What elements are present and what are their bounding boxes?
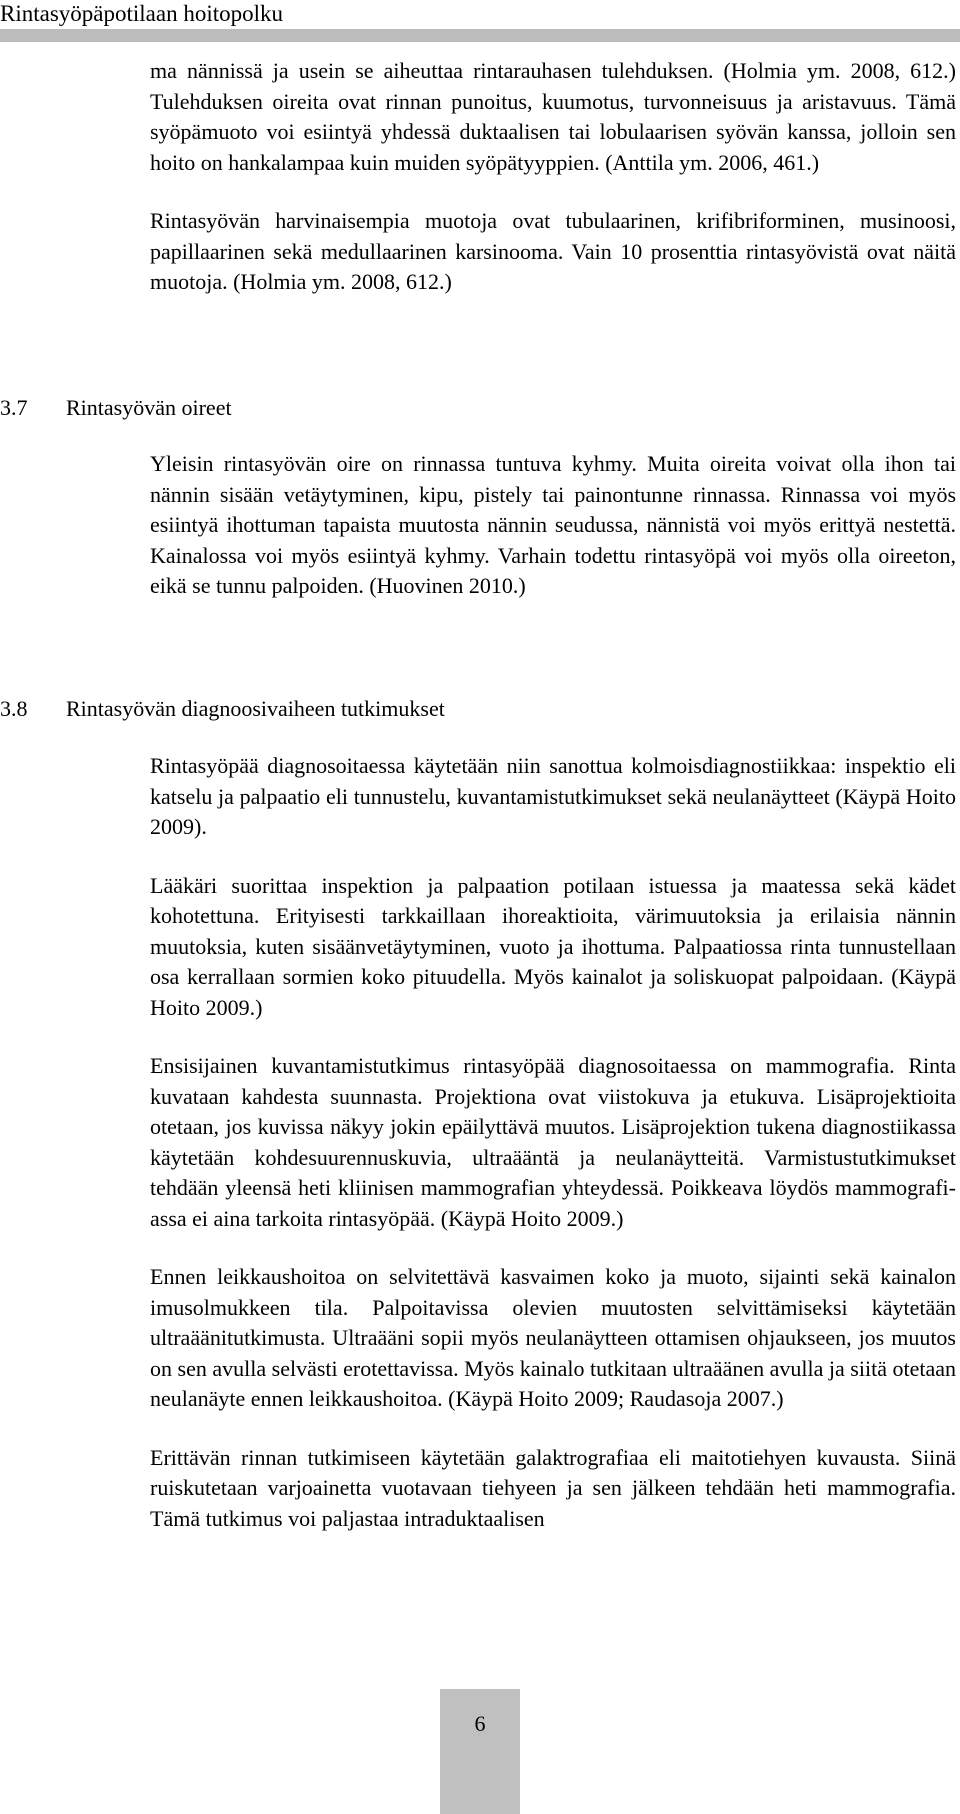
paragraph: Rintasyövän harvinaisempia muotoja ovat tubulaarinen, krifibriforminen, musinoosi, papillaarinen sekä medullaarinen karsinooma. Vain 10 prosenttia rintasyövistä ovat näitä muotoja. (Holmia ym. 2008, 612.) xyxy=(150,208,956,294)
paragraph: Rintasyöpää diagnosoitaessa käytetään niin sanottua kolmoisdiagnostiikkaa: inspektio eli katselu ja palpaatio eli tunnustelu, kuvantamistutkimukset sekä neulanäytteet (Käypä Hoito 2009). xyxy=(150,753,956,839)
paragraph: Ennen leikkaushoitoa on selvitettävä kasvaimen koko ja muoto, sijainti sekä kainalon imusolmukkeen tila. Palpoitavissa olevien muutosten selvittämiseksi käytetään ultraäänitutkimusta. Ultraääni sopii myös neulanäytteen ottamisen ohjaukseen, jos muutos on sen avulla selvästi erotettavissa. Myös kainalo tutkitaan ultraäänen avulla ja siitä otetaan neulanäyte ennen leikkaushoitoa. (Käypä Hoito 2009; Raudasoja 2007.) xyxy=(150,1264,956,1411)
header-rule xyxy=(0,29,960,42)
body-text-section-3-8 xyxy=(150,751,956,1534)
section-heading-3-8 xyxy=(0,694,445,724)
page-number: 6 xyxy=(474,1711,486,1736)
paragraph: Erittävän rinnan tutkimiseen käytetään galaktrografiaa eli maitotiehyen kuvausta. Siinä ruiskutetaan varjoainetta vuotavaan tiehyeen ja sen jälkeen tehdään heti mammografia. Tämä tutkimus voi paljastaa intraduktaalisen xyxy=(150,1444,956,1531)
paragraph: Ensisijainen kuvantamistutkimus rintasyöpää diagnosoitaessa on mammografia. Rinta kuvataan kahdesta suunnasta. Projektiona ovat viistokuva ja etukuva. Lisäprojektioita otetaan, jos kuvissa näkyy jokin epäilyttävä muutos. Lisäprojektion tukena diagnostiikassa käytetään kohdesuurennuskuvia, ultraääntä ja neulanäytteitä. Varmistustutkimukset tehdään yleensä heti kliinisen mammografian yhteydessä. Poikkeava löydös mammografiassa ei aina tarkoita rintasyöpää. (Käypä Hoito 2009.) xyxy=(150,1053,956,1231)
section-number: 3.7 xyxy=(0,395,28,420)
page-number-box xyxy=(440,1689,520,1814)
paragraph: ma nännissä ja usein se aiheuttaa rintarauhasen tulehduksen. (Holmia ym. 2008, 612.) Tulehduksen oireita ovat rinnan punoitus, kuumotus, turvonneisuus ja aristavuus. Tämä syöpämuoto voi esiintyä yhdessä duktaalisen tai lobulaarisen syövän kanssa, jolloin sen hoito on hankalampaa kuin muiden syöpätyyppien. (Anttila ym. 2006, 461.) xyxy=(150,58,956,175)
section-heading-3-7 xyxy=(0,393,232,423)
section-title: Rintasyövän oireet xyxy=(66,395,232,420)
running-header-title: Rintasyöpäpotilaan hoitopolku xyxy=(0,1,283,26)
section-number: 3.8 xyxy=(0,696,28,721)
paragraph: Lääkäri suorittaa inspektion ja palpaation potilaan istuessa ja maatessa sekä kädet kohotettuna. Erityisesti tarkkaillaan ihoreaktioita, värimuutoksia ja erilaisia nännin muutoksia, kuten sisäänvetäytyminen, vuoto ja ihottuma. Palpaatiossa rinta tunnustellaan osa kerrallaan sormien koko pituudella. Myös kainalot ja soliskuopat palpoidaan. (Käypä Hoito 2009.) xyxy=(150,872,956,1020)
section-title: Rintasyövän diagnoosivaiheen tutkimukset xyxy=(66,696,445,721)
paragraph: Yleisin rintasyövän oire on rinnassa tuntuva kyhmy. Muita oireita voivat olla ihon tai nännin sisään vetäytyminen, kipu, pistely tai painontunne rinnassa. Rinnassa voi myös esiintyä ihottuman tapaista muutosta nännin seudussa, nännistä voi myös erittyä nestettä. Kainalossa voi myös esiintyä kyhmy. Varhain todettu rintasyöpä voi myös olla oireeton, eikä se tunnu palpoiden. (Huovinen 2010.) xyxy=(150,451,956,598)
body-text-section-3-7 xyxy=(150,449,956,602)
body-text-block-1 xyxy=(150,56,956,298)
